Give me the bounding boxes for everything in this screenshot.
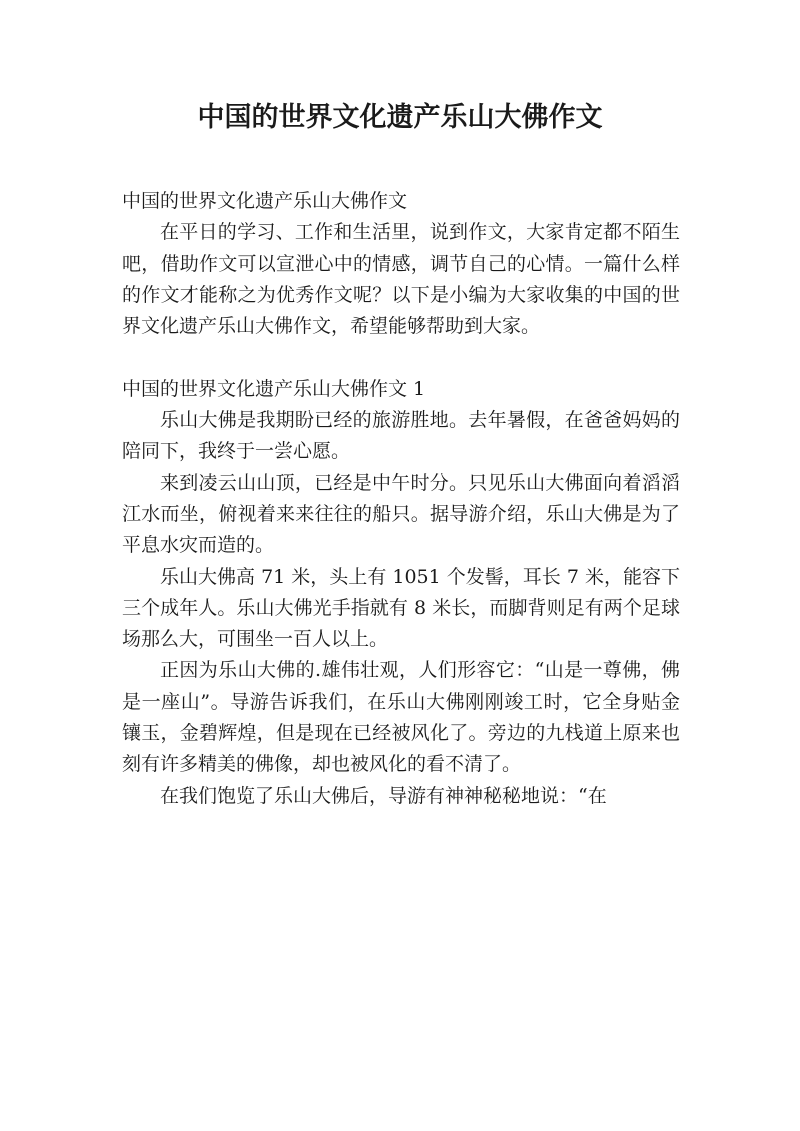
section-spacer bbox=[122, 342, 680, 373]
essay-1-paragraph: 乐山大佛高 71 米，头上有 1051 个发髻，耳长 7 米，能容下三个成年人。乐山大佛光手指就有 8 米长，而脚背则足有两个足球场那么大，可围坐一百人以上。 bbox=[122, 565, 680, 651]
document-title: 中国的世界文化遗产乐山大佛作文 bbox=[197, 102, 603, 133]
intro-paragraph: 在平日的学习、工作和生活里，说到作文，大家肯定都不陌生吧，借助作文可以宣泄心中的情感，调节自己的心情。一篇什么样的作文才能称之为优秀作文呢？以下是小编为大家收集的中国的世界文化遗产乐山大佛作文，希望能够帮助到大家。 bbox=[122, 221, 680, 338]
essay-1-paragraph: 来到凌云山山顶，已经是中午时分。只见乐山大佛面向着滔滔江水而坐，俯视着来来往往的船只。据导游介绍，乐山大佛是为了平息水灾而造的。 bbox=[122, 471, 680, 557]
essay-1-paragraph: 正因为乐山大佛的.雄伟壮观，人们形容它：“山是一尊佛，佛是一座山”。导游告诉我们，在乐山大佛刚刚竣工时，它全身贴金镶玉，金碧辉煌，但是现在已经被风化了。旁边的九栈道上原来也刻有许多精美的佛像，却也被风化的看不清了。 bbox=[122, 659, 680, 776]
essay-1-paragraph: 在我们饱览了乐山大佛后，导游有神神秘秘地说：“在 bbox=[160, 784, 607, 807]
essay-1-paragraph: 乐山大佛是我期盼已经的旅游胜地。去年暑假，在爸爸妈妈的陪同下，我终于一尝心愿。 bbox=[122, 409, 680, 463]
document-body bbox=[122, 186, 680, 812]
essay-1-heading: 中国的世界文化遗产乐山大佛作文 1 bbox=[122, 377, 426, 400]
intro-heading: 中国的世界文化遗产乐山大佛作文 bbox=[122, 190, 408, 212]
